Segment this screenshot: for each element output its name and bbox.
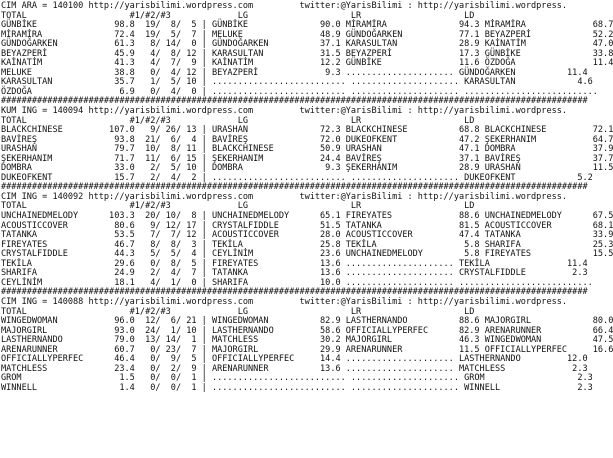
text-line: TOTAL #1/#2/#3 LG LR LD: [1, 10, 475, 21]
text-line: TEKİLA 29.6 0/ 8/ 5 | FIREYATES 13.6 ..................... TEKİLA 11.4: [1, 258, 588, 269]
text-line: DOMBRA 33.0 2/ 5/ 10 | DOMBRA 9.3 ŞEKERHANIM 28.9 URASHAN 11.5: [1, 163, 613, 174]
text-line: UNCHAINEDMELODY 103.3 20/ 10/ 8 | UNCHAINEDMELODY 65.1 FIREYATES 88.6 UNCHAINEDMELODY 67.5: [1, 211, 613, 222]
text-line: MAJORGIRL 93.0 24/ 1/ 10 | LASTHERNANDO 58.6 OFFICIALLYPERFEC 82.9 ARENARUNNER 66.4: [1, 325, 613, 336]
text-line: MATCHLESS 23.4 0/ 2/ 9 | ARENARUNNER 13.6 ..................... MATCHLESS 2.3: [1, 363, 588, 374]
separator-line: ##################################################################################################################: [1, 287, 588, 298]
text-line: TATANKA 53.5 7/ 7/ 12 | ACOUSTICCOVER 28.0 ACOUSTICCOVER 47.4 TATANKA 33.9: [1, 230, 613, 241]
text-line: KARASULTAN 35.7 1/ 5/ 10 | .......................... ..................... KARASULTAN 4.6: [1, 77, 593, 88]
separator-line: ##################################################################################################################: [1, 182, 588, 193]
text-line: KAİNATİM 41.3 4/ 7/ 9 | KAİNATİM 12.2 GÜNBİKE 11.6 ÖZDOĞA 11.4: [1, 58, 613, 69]
text-line: MİRAMİRA 72.4 19/ 5/ 7 | MELUKE 48.9 GÜNDOĞARKEN 77.1 BEYAZPERİ 52.2: [1, 29, 613, 40]
text-line: URASHAN 79.7 10/ 8/ 11 | BLACKCHINESE 50.9 URASHAN 47.1 DOMBRA 37.9: [1, 144, 613, 155]
text-line: GROM 1.5 0/ 0/ 1 | .......................... ..................... GROM 2.3: [1, 373, 593, 384]
text-line: BEYAZPERİ 45.9 4/ 8/ 12 | KARASULTAN 31.5 BEYAZPERİ 17.3 GÜNBİKE 33.8: [1, 48, 613, 59]
text-line: CIM ING = 140092 http://yarisbilimi.wordpress.com twitter:@YarisBilimi : http://yarisbilimi.wordpress.: [1, 191, 568, 202]
text-line: FIREYATES 46.7 8/ 8/ 3 | TEKİLA 25.8 TEKİLA 5.8 SHARIFA 25.3: [1, 239, 613, 250]
text-line: GÜNDOĞARKEN 61.3 8/ 14/ 0 | GÜNDOĞARKEN 37.1 KARASULTAN 28.9 KAİNATİM 47.0: [1, 39, 613, 50]
text-line: CIM ARA = 140100 http://yarisbilimi.wordpress.com twitter:@YarisBilimi : http://yarisbilimi.wordpress.: [1, 1, 568, 11]
separator-line: ##################################################################################################################: [1, 96, 588, 107]
text-line: KUM ING = 140094 http://yarisbilimi.wordpress.com twitter:@YarisBilimi : http://yarisbilimi.wordpress.: [1, 106, 568, 117]
text-line: SHARIFA 24.9 2/ 4/ 7 | TATANKA 13.6 ..................... CRYSTALFIDDLE 2.3: [1, 268, 588, 279]
text-line: ŞEKERHANIM 71.7 11/ 6/ 15 | ŞEKERHANIM 24.4 BAVİREŞ 37.1 BAVİREŞ 37.7: [1, 153, 613, 164]
text-line: CRYSTALFIDDLE 44.3 5/ 5/ 4 | CEYLİNİM 23.6 UNCHAINEDMELODY 5.8 FIREYATES 15.5: [1, 249, 613, 260]
text-line: WINGEDWOMAN 96.0 12/ 6/ 21 | WINGEDWOMAN 82.9 LASTHERNANDO 88.6 MAJORGIRL 80.0: [1, 316, 613, 327]
text-line: GÜNBİKE 98.8 19/ 8/ 5 | GÜNBİKE 90.0 MİRAMİRA 94.3 MİRAMİRA 68.7: [1, 20, 613, 31]
text-line: CIM ING = 140088 http://yarisbilimi.wordpress.com twitter:@YarisBilimi : http://yarisbilimi.wordpress.: [1, 296, 568, 307]
text-line: TOTAL #1/#2/#3 LG LR LD: [1, 306, 475, 317]
text-line: ACOUSTICCOVER 80.6 9/ 12/ 17 | CRYSTALFIDDLE 51.5 TATANKA 81.5 ACOUSTICCOVER 68.1: [1, 220, 613, 231]
text-line: CEYLİNİM 18.1 4/ 1/ 0 | SHARIFA 10.0 ..................... ..........................: [1, 277, 593, 288]
text-line: OFFICIALLYPERFEC 46.4 0/ 9/ 5 | OFFICIALLYPERFEC 14.4 ..................... LASTHERNANDO 12.0: [1, 354, 588, 365]
text-line: LASTHERNANDO 79.0 13/ 14/ 1 | MATCHLESS 30.2 MAJORGIRL 46.3 WINGEDWOMAN 47.5: [1, 335, 613, 346]
text-line: MELUKE 38.8 0/ 4/ 12 | BEYAZPERİ 9.3 ..................... GÜNDOĞARKEN 11.4: [1, 67, 588, 78]
text-line: TOTAL #1/#2/#3 LG LR LD: [1, 115, 475, 126]
text-line: BLACKCHINESE 107.0 9/ 26/ 13 | URASHAN 72.3 BLACKCHINESE 68.8 BLACKCHINESE 72.1: [1, 125, 613, 136]
text-line: WINNELL 1.4 0/ 0/ 1 | .......................... ..................... WINNELL 2.3: [1, 382, 593, 393]
text-line: TOTAL #1/#2/#3 LG LR LD: [1, 201, 475, 212]
text-line: BAVİREŞ 93.8 21/ 6/ 4 | BAVİREŞ 72.0 DUKEOFKENT 47.2 ŞEKERHANIM 64.7: [1, 134, 613, 145]
text-line: ÖZDOĞA 6.9 0/ 4/ 0 | .......................... ..................... ..........................: [1, 86, 598, 97]
text-line: ARENARUNNER 60.7 0/ 23/ 7 | MAJORGIRL 29.9 ARENARUNNER 11.5 OFFICIALLYPERFEC 16.6: [1, 344, 613, 355]
text-line: DUKEOFKENT 15.7 2/ 4/ 2 | .......................... ..................... DUKEOFKENT 5.2: [1, 172, 593, 183]
